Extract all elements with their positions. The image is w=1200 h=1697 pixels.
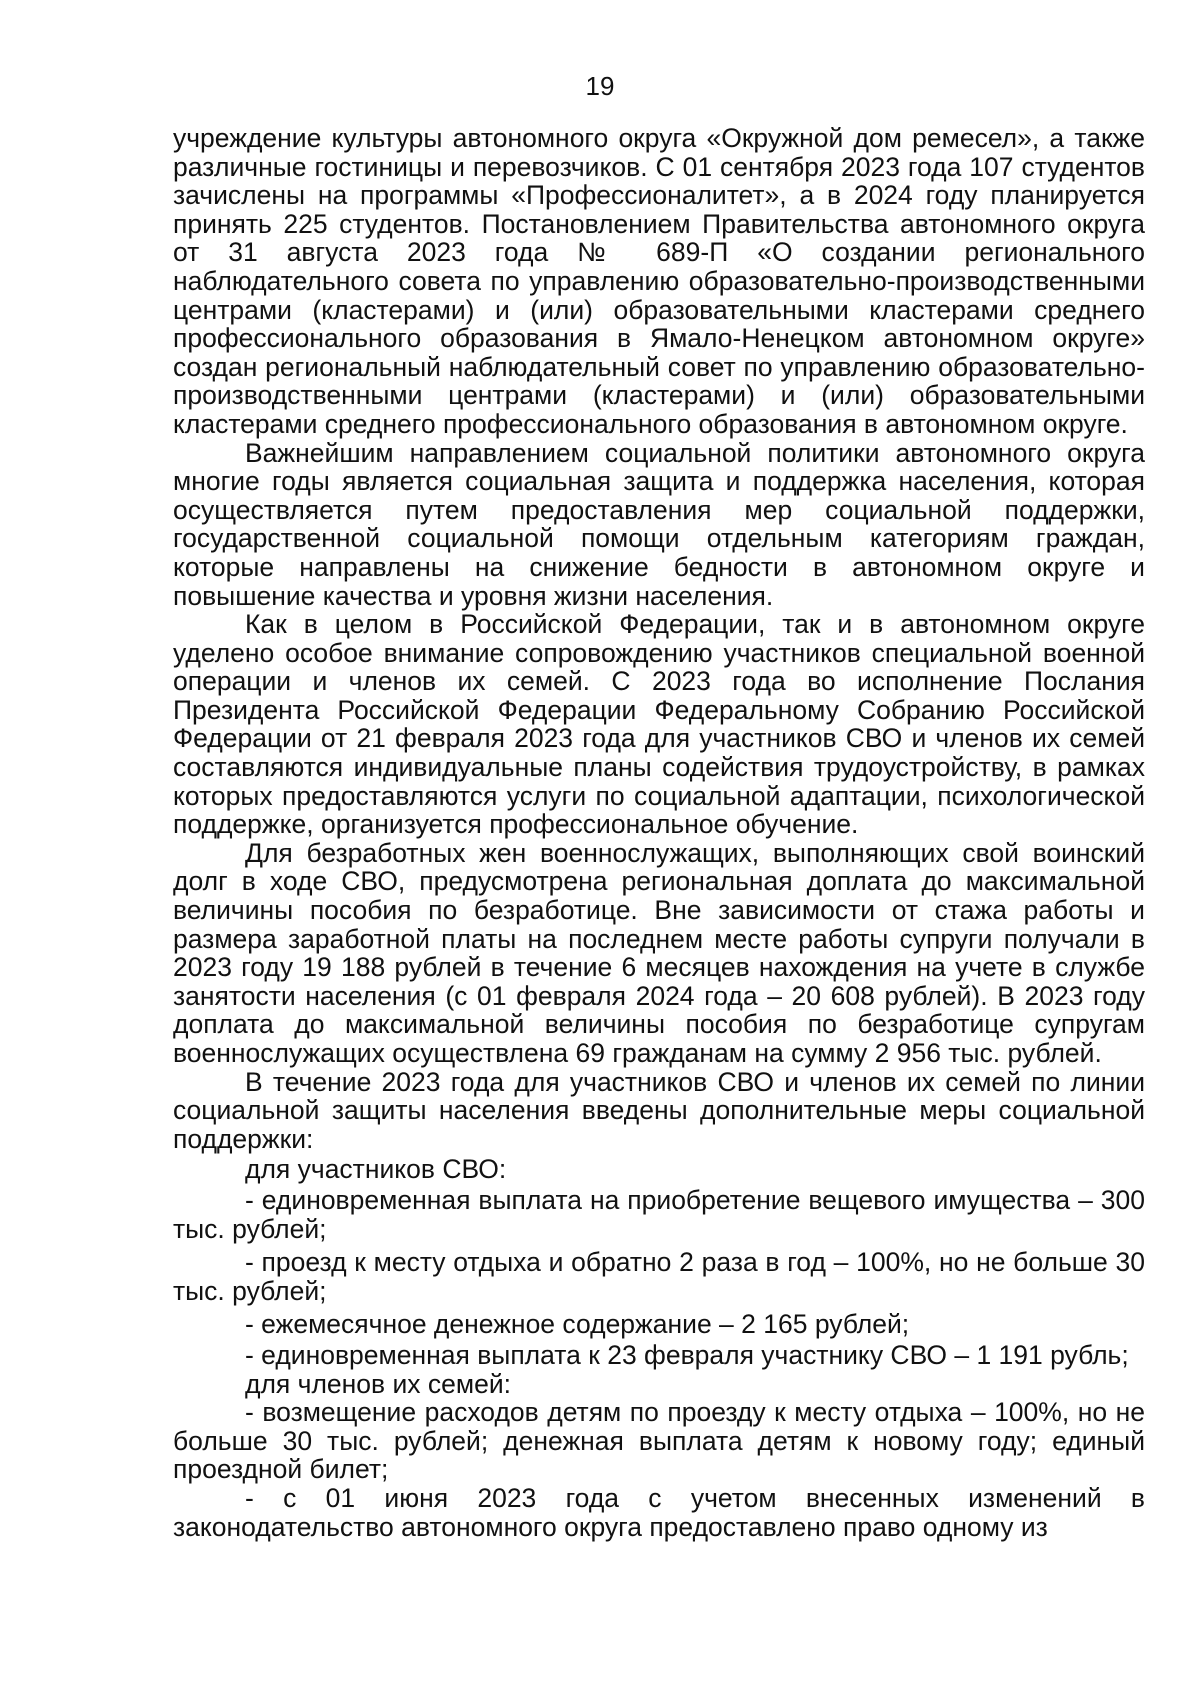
- paragraph-additional-measures: В течение 2023 года для участников СВО и членов их семей по линии социальной защиты населения введены дополнительные меры социальной поддержки:: [173, 1066, 1145, 1154]
- paragraph-social-policy: Важнейшим направлением социальной политики автономного округа многие годы является социальная защита и поддержка населения, которая осуществляется путем предоставления мер социальной поддержки, государственной социальной помощи отдельным категориям граждан, которые направлены на снижение бедности в автономном округе и повышение качества и уровня жизни населения.: [173, 437, 1145, 611]
- paragraph-svo-support: Как в целом в Российской Федерации, так и в автономном округе уделено особое внимание сопровождению участников специальной военной операции и членов их семей. С 2023 года во исполнение Послания Президента Российской Федерации Федеральному Собранию Российской Федерации от 21 февраля 2023 года для участников СВО и членов их семей составляются индивидуальные планы содействия трудоустройству, в рамках которых предоставляются услуги по социальной адаптации, психологической поддержке, организуется профессиональное обучение.: [173, 609, 1145, 840]
- list-item: - с 01 июня 2023 года с учетом внесенных изменений в законодательство автономного округа предоставлено право одному из: [173, 1482, 1145, 1542]
- list-item: - проезд к месту отдыха и обратно 2 раза в год – 100%, но не больше 30 тыс. рублей;: [173, 1247, 1145, 1306]
- document-body: [173, 124, 1145, 1541]
- page-number: 19: [585, 71, 615, 101]
- paragraph-unemployed-wives: Для безработных жен военнослужащих, выполняющих свой воинский долг в ходе СВО, предусмотрена региональная доплата до максимальной величины пособия по безработице. Вне зависимости от стажа работы и размера заработной платы на последнем месте работы супруги получали в 2023 году 19 188 рублей в течение 6 месяцев нахождения на учете в службе занятости населения (с 01 февраля 2024 года – 20 608 рублей). В 2023 году доплата до максимальной величины пособия по безработице супругам военнослужащих осуществлена 69 гражданам на сумму 2 956 тыс. рублей.: [173, 837, 1145, 1068]
- list-heading-participants: для участников СВО:: [245, 1154, 507, 1185]
- list-item: - единовременная выплата к 23 февраля участнику СВО – 1 191 рубль;: [245, 1339, 1129, 1370]
- list-item: - ежемесячное денежное содержание – 2 165 рублей;: [245, 1309, 910, 1340]
- paragraph-education-continuation: учреждение культуры автономного округа «Окружной дом ремесел», а также различные гостиницы и перевозчиков. С 01 сентября 2023 года 107 студентов зачислены на программы «Профессионалитет», а в 2024 году планируется принять 225 студентов. Постановлением Правительства автономного округа от 31 августа 2023 года № 689-П «О создании регионального наблюдательного совета по управлению образовательно-производственными центрами (кластерами) и (или) образовательными кластерами среднего профессионального образования в Ямало-Ненецком автономном округе» создан региональный наблюдательный совет по управлению образовательно-производственными центрами (кластерами) и (или) образовательными кластерами среднего профессионального образования в автономном округе.: [173, 123, 1145, 439]
- list-item: - единовременная выплата на приобретение вещевого имущества – 300 тыс. рублей;: [173, 1184, 1145, 1244]
- list-item: - возмещение расходов детям по проезду к месту отдыха – 100%, но не больше 30 тыс. рублей; денежная выплата детям к новому году; единый проездной билет;: [173, 1397, 1145, 1485]
- list-heading-families: для членов их семей:: [245, 1368, 511, 1399]
